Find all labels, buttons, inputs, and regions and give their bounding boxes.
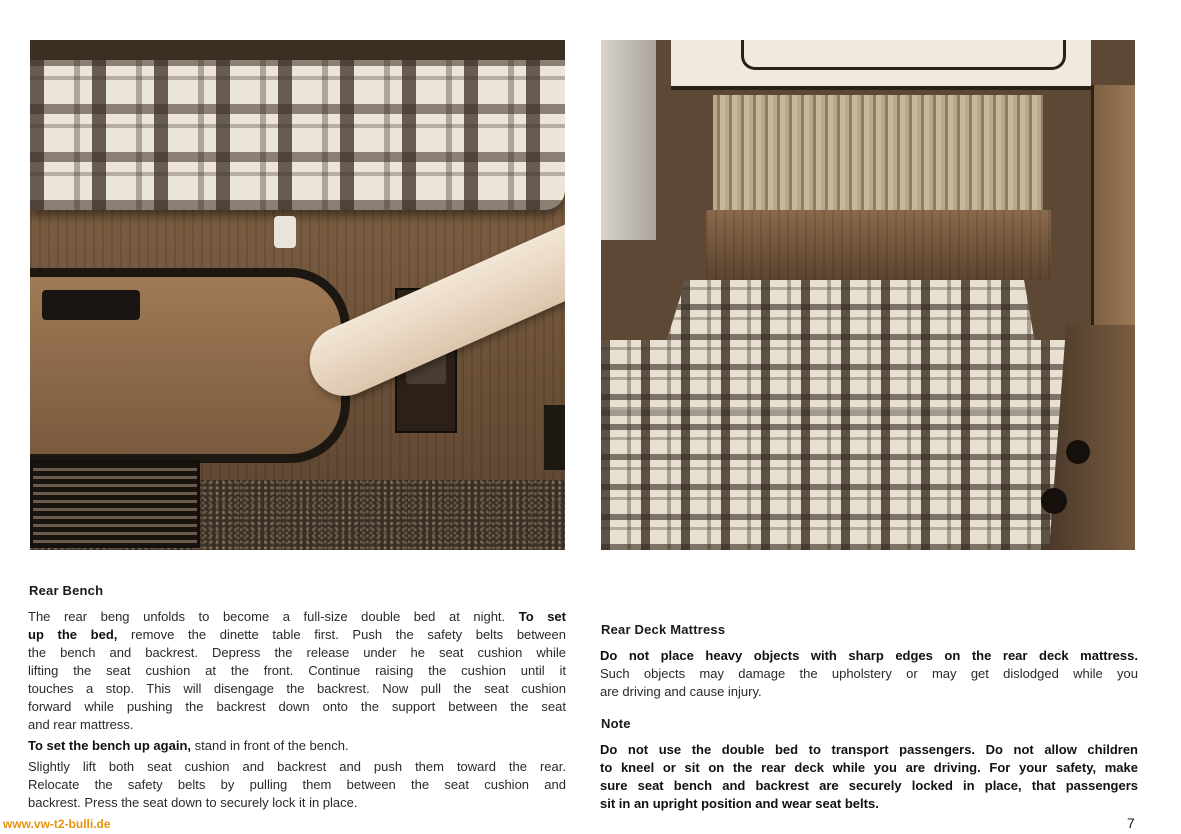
rear-panel bbox=[706, 210, 1051, 280]
rear-bench-photo bbox=[30, 40, 565, 550]
page-number: 7 bbox=[1127, 815, 1135, 831]
mattress-warning: Do not place heavy objects with sharp edges on the rear deck mattress. Such objects may damage the upholstery or may get dislodged while you are driving and cause injury. bbox=[600, 648, 1138, 699]
note-heading: Note bbox=[601, 716, 631, 731]
heater-vent bbox=[30, 460, 200, 548]
rear-deck-mattress-heading: Rear Deck Mattress bbox=[601, 622, 726, 637]
release-lever bbox=[274, 216, 296, 248]
seat-cushion bbox=[30, 60, 565, 210]
side-cabinet bbox=[1091, 85, 1135, 365]
rear-bench-instructions: The rear beng unfolds to become a full-size double bed at night. To set up the bed, remove the dinette table first. Push the safety belts between the bench and backrest. Depress the release under he seat cushion while lifting the seat cushion at the front. Continue raising the cushion until it touches a stop. This will disengage the backrest. Now pull the seat cushion forward while pushing the backrest down onto the support between the seat and rear mattress. bbox=[28, 609, 566, 732]
passenger-note: Do not use the double bed to transport passengers. Do not allow children to kneel or sit on the rear deck while you are driving. For your safety, make sure seat bench and backrest are securely locked in place, that passengers sit in an upright position and wear seat belts. bbox=[600, 742, 1138, 811]
side-window bbox=[601, 40, 656, 240]
door-handle bbox=[42, 290, 140, 320]
reposition-bench-instructions: Slightly lift both seat cushion and backrest and push them toward the rear. Relocate the safety belts by pulling them between the seat cushion and backrest. Press the seat down to securely lock it in place. bbox=[28, 759, 566, 810]
seat-knob-icon bbox=[1066, 440, 1090, 464]
rear-bench-heading: Rear Bench bbox=[29, 583, 104, 598]
setup-bench-instruction: To set the bench up again, stand in front of the bench. bbox=[28, 738, 349, 753]
rear-curtain bbox=[713, 95, 1043, 217]
source-url-watermark: www.vw-t2-bulli.de bbox=[3, 817, 111, 831]
seat-knob-icon bbox=[1041, 488, 1067, 514]
rear-deck-mattress-photo bbox=[601, 40, 1135, 550]
